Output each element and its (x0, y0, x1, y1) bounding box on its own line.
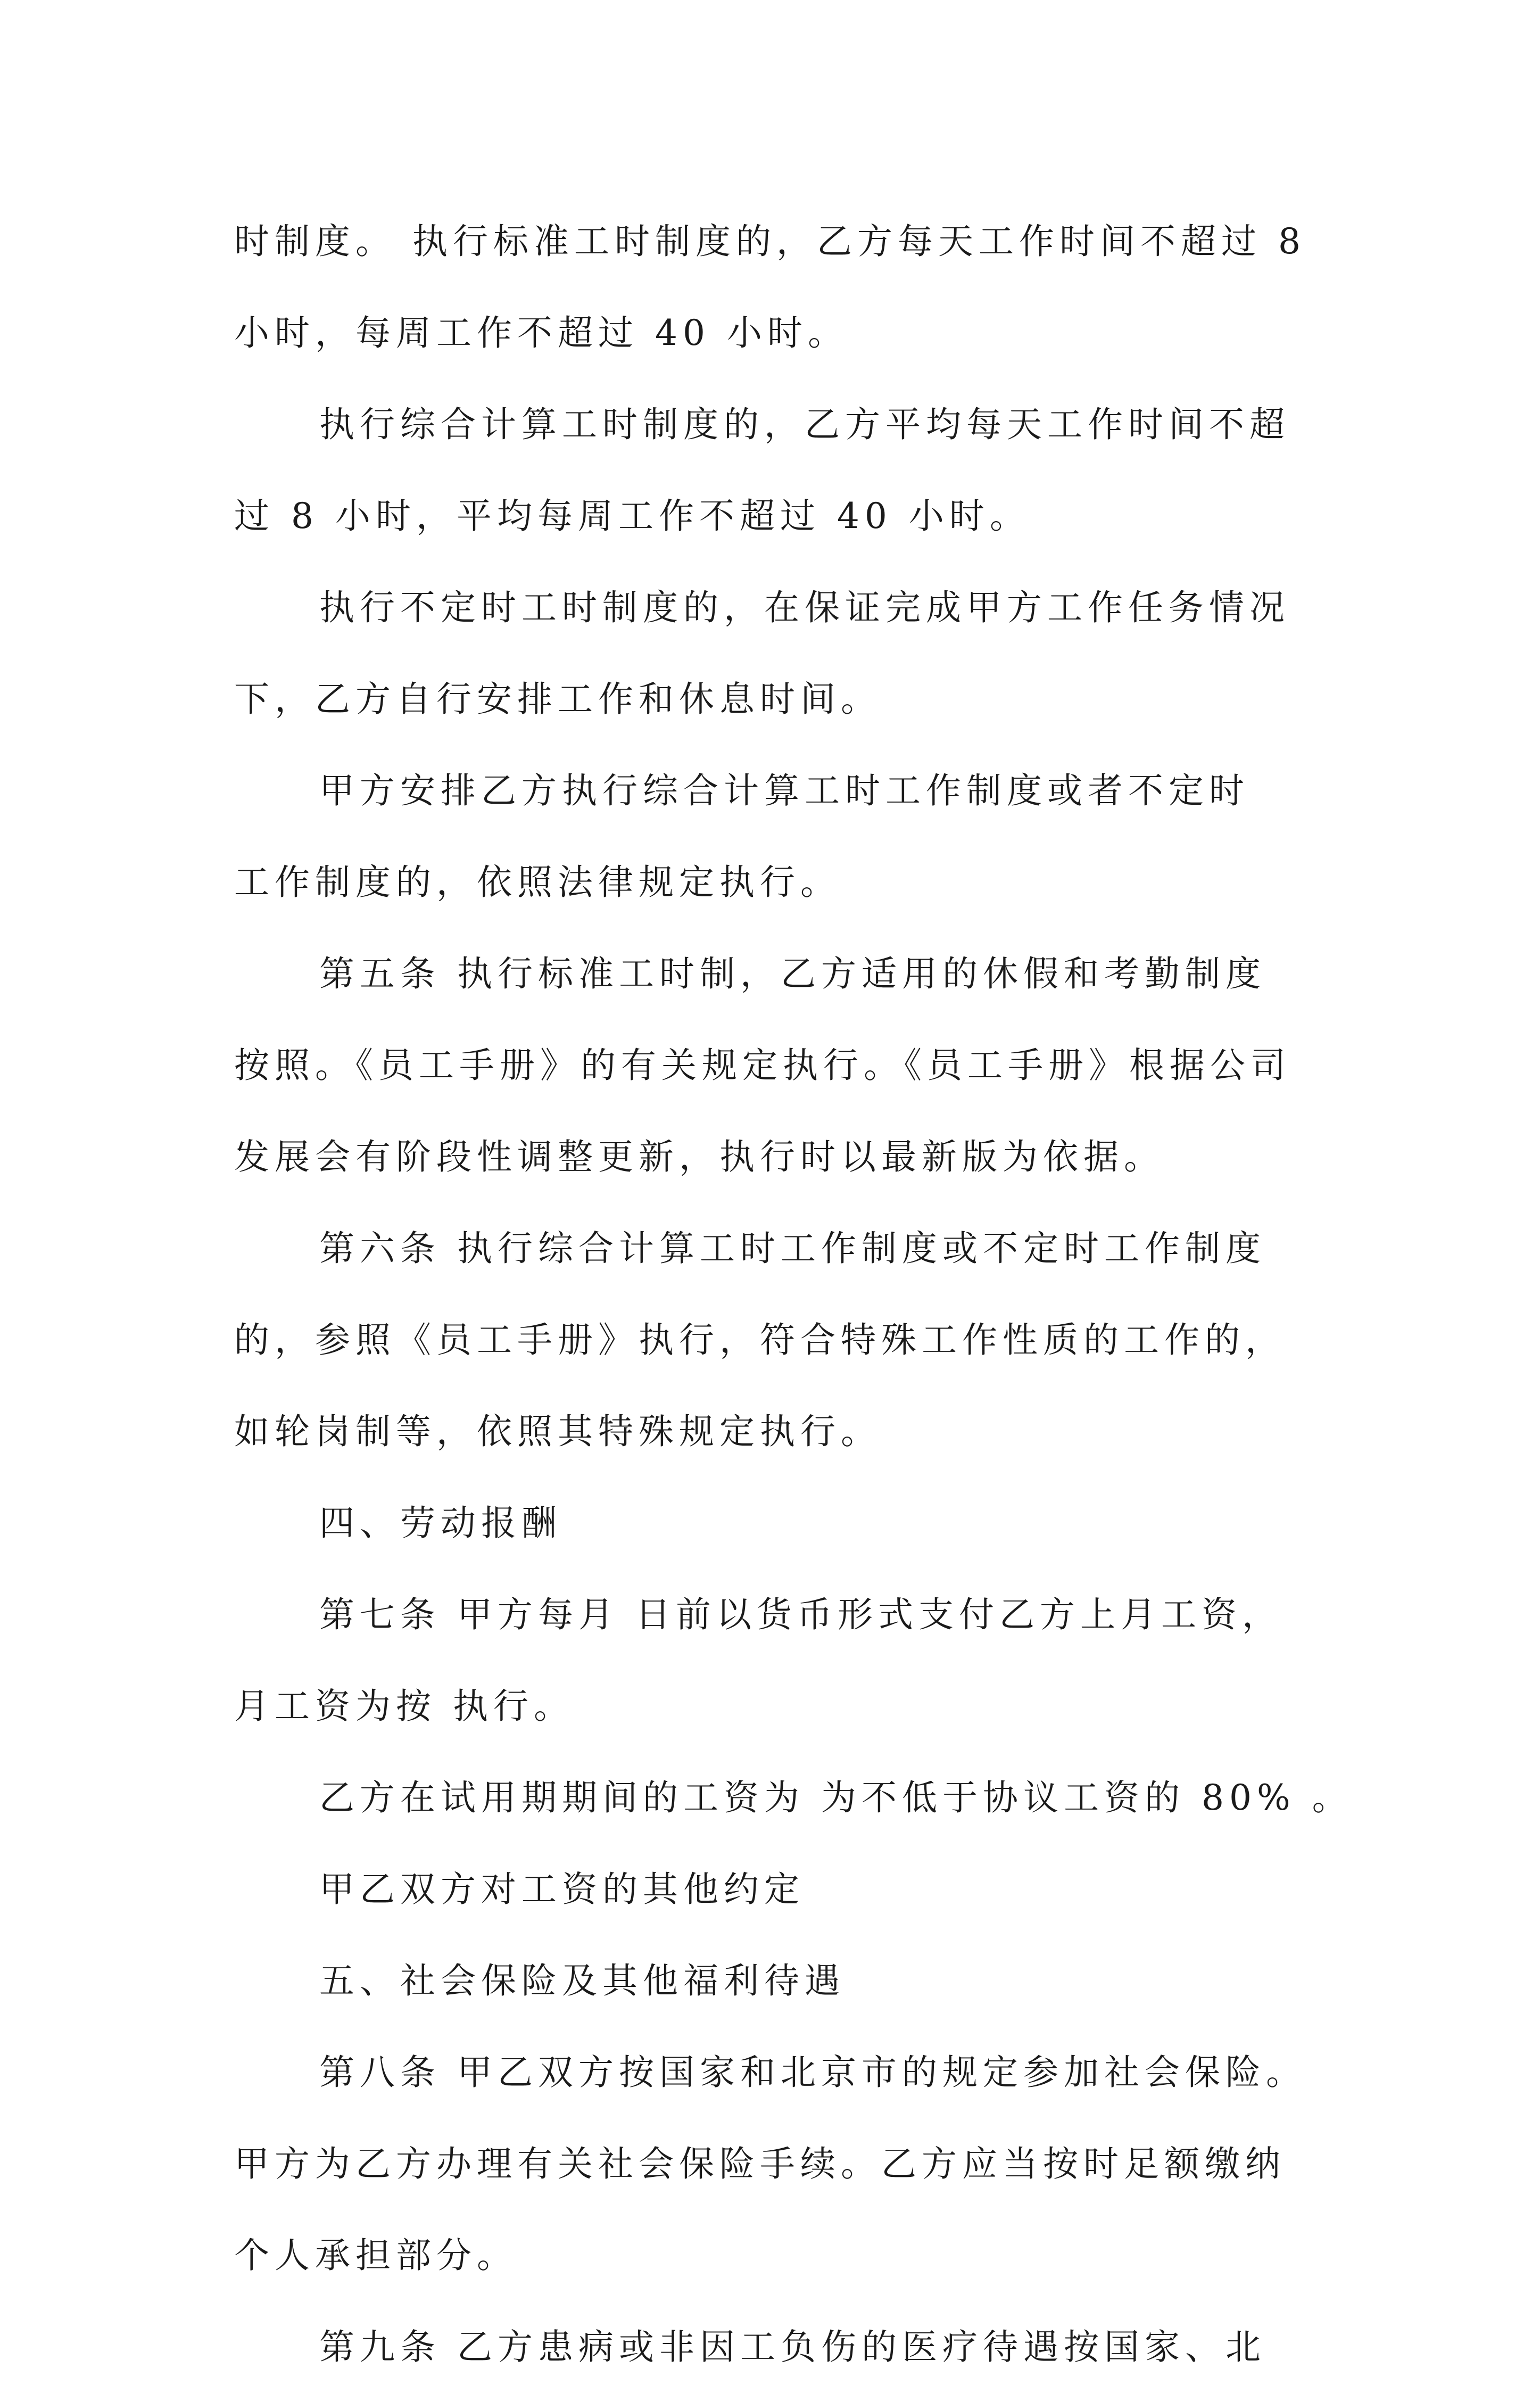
text-line: 执行综合计算工时制度的，乙方平均每天工作时间不超 (319, 404, 1290, 445)
text-line: 月工资为按 执行。 (234, 1686, 574, 1727)
text-line: 执行不定时工时制度的，在保证完成甲方工作任务情况 (319, 587, 1290, 628)
text-line: 按照。《员工手册》的有关规定执行。《员工手册》根据公司 (234, 1045, 1291, 1086)
text-line: 甲方为乙方办理有关社会保险手续。乙方应当按时足额缴纳 (234, 2143, 1286, 2184)
text-line: 第九条 乙方患病或非因工负伤的医疗待遇按国家、北 (319, 2326, 1266, 2367)
text-line: 的，参照《员工手册》执行，符合特殊工作性质的工作的， (234, 1319, 1286, 1360)
text-line: 第七条 甲方每月 日前以货币形式支付乙方上月工资， (319, 1594, 1282, 1635)
text-line: 下，乙方自行安排工作和休息时间。 (234, 679, 881, 720)
document-body (234, 196, 1353, 2393)
text-line: 甲乙双方对工资的其他约定 (319, 1869, 805, 1910)
text-line: 第六条 执行综合计算工时工作制度或不定时工作制度 (319, 1228, 1266, 1269)
text-line: 小时，每周工作不超过 40 小时。 (234, 312, 848, 353)
text-line: 过 8 小时，平均每周工作不超过 40 小时。 (234, 496, 1030, 537)
text-line: 第八条 甲乙双方按国家和北京市的规定参加社会保险。 (319, 2052, 1306, 2093)
text-line: 乙方在试用期期间的工资为 为不低于协议工资的 80% 。 (319, 1777, 1353, 1818)
text-line: 个人承担部分。 (234, 2235, 517, 2276)
text-line: 如轮岗制等，依照其特殊规定执行。 (234, 1411, 881, 1452)
text-line: 甲方安排乙方执行综合计算工时工作制度或者不定时 (319, 770, 1249, 811)
section-heading: 五、社会保险及其他福利待遇 (319, 1960, 845, 2001)
text-line: 第五条 执行标准工时制，乙方适用的休假和考勤制度 (319, 953, 1266, 994)
text-line: 发展会有阶段性调整更新，执行时以最新版为依据。 (234, 1136, 1164, 1177)
text-line: 时制度。 执行标准工时制度的，乙方每天工作时间不超过 8 (234, 221, 1306, 262)
section-heading: 四、劳动报酬 (319, 1503, 562, 1544)
text-line: 工作制度的，依照法律规定执行。 (234, 862, 841, 903)
